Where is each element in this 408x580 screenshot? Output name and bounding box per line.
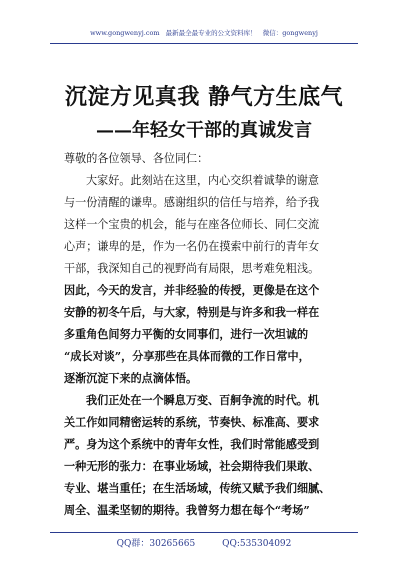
body-line: “成长对谈”，分享那些在具体而微的工作日常中， bbox=[64, 350, 310, 363]
page-header bbox=[0, 28, 408, 37]
body-line: 周全、温柔坚韧的期待。我曾努力想在每个“考场” bbox=[64, 504, 310, 517]
header-slogan: 最新最全最专业的公文资料库！ bbox=[165, 29, 257, 37]
body-line: 尊敬的各位领导、各位同仁： bbox=[64, 152, 209, 165]
body-line: 这样一个宝贵的机会，能与在座各位师长、同仁交流 bbox=[64, 218, 320, 231]
header-wechat: 微信：gongwenyj bbox=[262, 29, 318, 37]
body-line: 专业、堪当重任；在生活场域，传统又赋予我们细腻、 bbox=[64, 482, 331, 495]
document-subtitle: ——年轻女干部的真诚发言 bbox=[96, 120, 312, 141]
body-line: 安静的初冬午后，与大家，特别是与许多和我一样在 bbox=[64, 306, 320, 319]
header-site-link[interactable]: www.gongwenyj.com bbox=[90, 29, 160, 37]
body-line: 因此，今天的发言，并非经验的传授，更像是在这个 bbox=[64, 284, 320, 297]
footer-divider bbox=[50, 532, 358, 533]
footer-qq: QQ:535304092 bbox=[222, 539, 292, 549]
body-line: 我们正处在一个瞬息万变、百舸争流的时代。机 bbox=[86, 394, 319, 407]
body-line: 干部，我深知自己的视野尚有局限，思考难免粗浅。 bbox=[64, 262, 320, 275]
body-line: 关工作如同精密运转的系统，节奏快、标准高、要求 bbox=[64, 416, 320, 429]
document-body bbox=[64, 148, 346, 522]
body-line: 一种无形的张力：在事业场域，社会期待我们果敢、 bbox=[64, 460, 320, 473]
body-line: 心声；谦卑的是，作为一名仍在摸索中前行的青年女 bbox=[64, 240, 320, 253]
body-line: 大家好。此刻站在这里，内心交织着诚挚的谢意 bbox=[86, 174, 319, 187]
header-divider bbox=[50, 43, 358, 44]
body-line: 严。身为这个系统中的青年女性，我们时常能感受到 bbox=[64, 438, 320, 451]
body-line: 逐渐沉淀下来的点滴体悟。 bbox=[64, 372, 198, 385]
body-line: 与一份清醒的谦卑。感谢组织的信任与培养，给予我 bbox=[64, 196, 320, 209]
document-title: 沉淀方见真我 静气方生底气 bbox=[64, 84, 344, 110]
footer-qq-group: QQ群：30265665 bbox=[116, 539, 196, 549]
page-footer bbox=[0, 536, 408, 549]
body-line: 多重角色间努力平衡的女同事们，进行一次坦诚的 bbox=[64, 328, 309, 341]
